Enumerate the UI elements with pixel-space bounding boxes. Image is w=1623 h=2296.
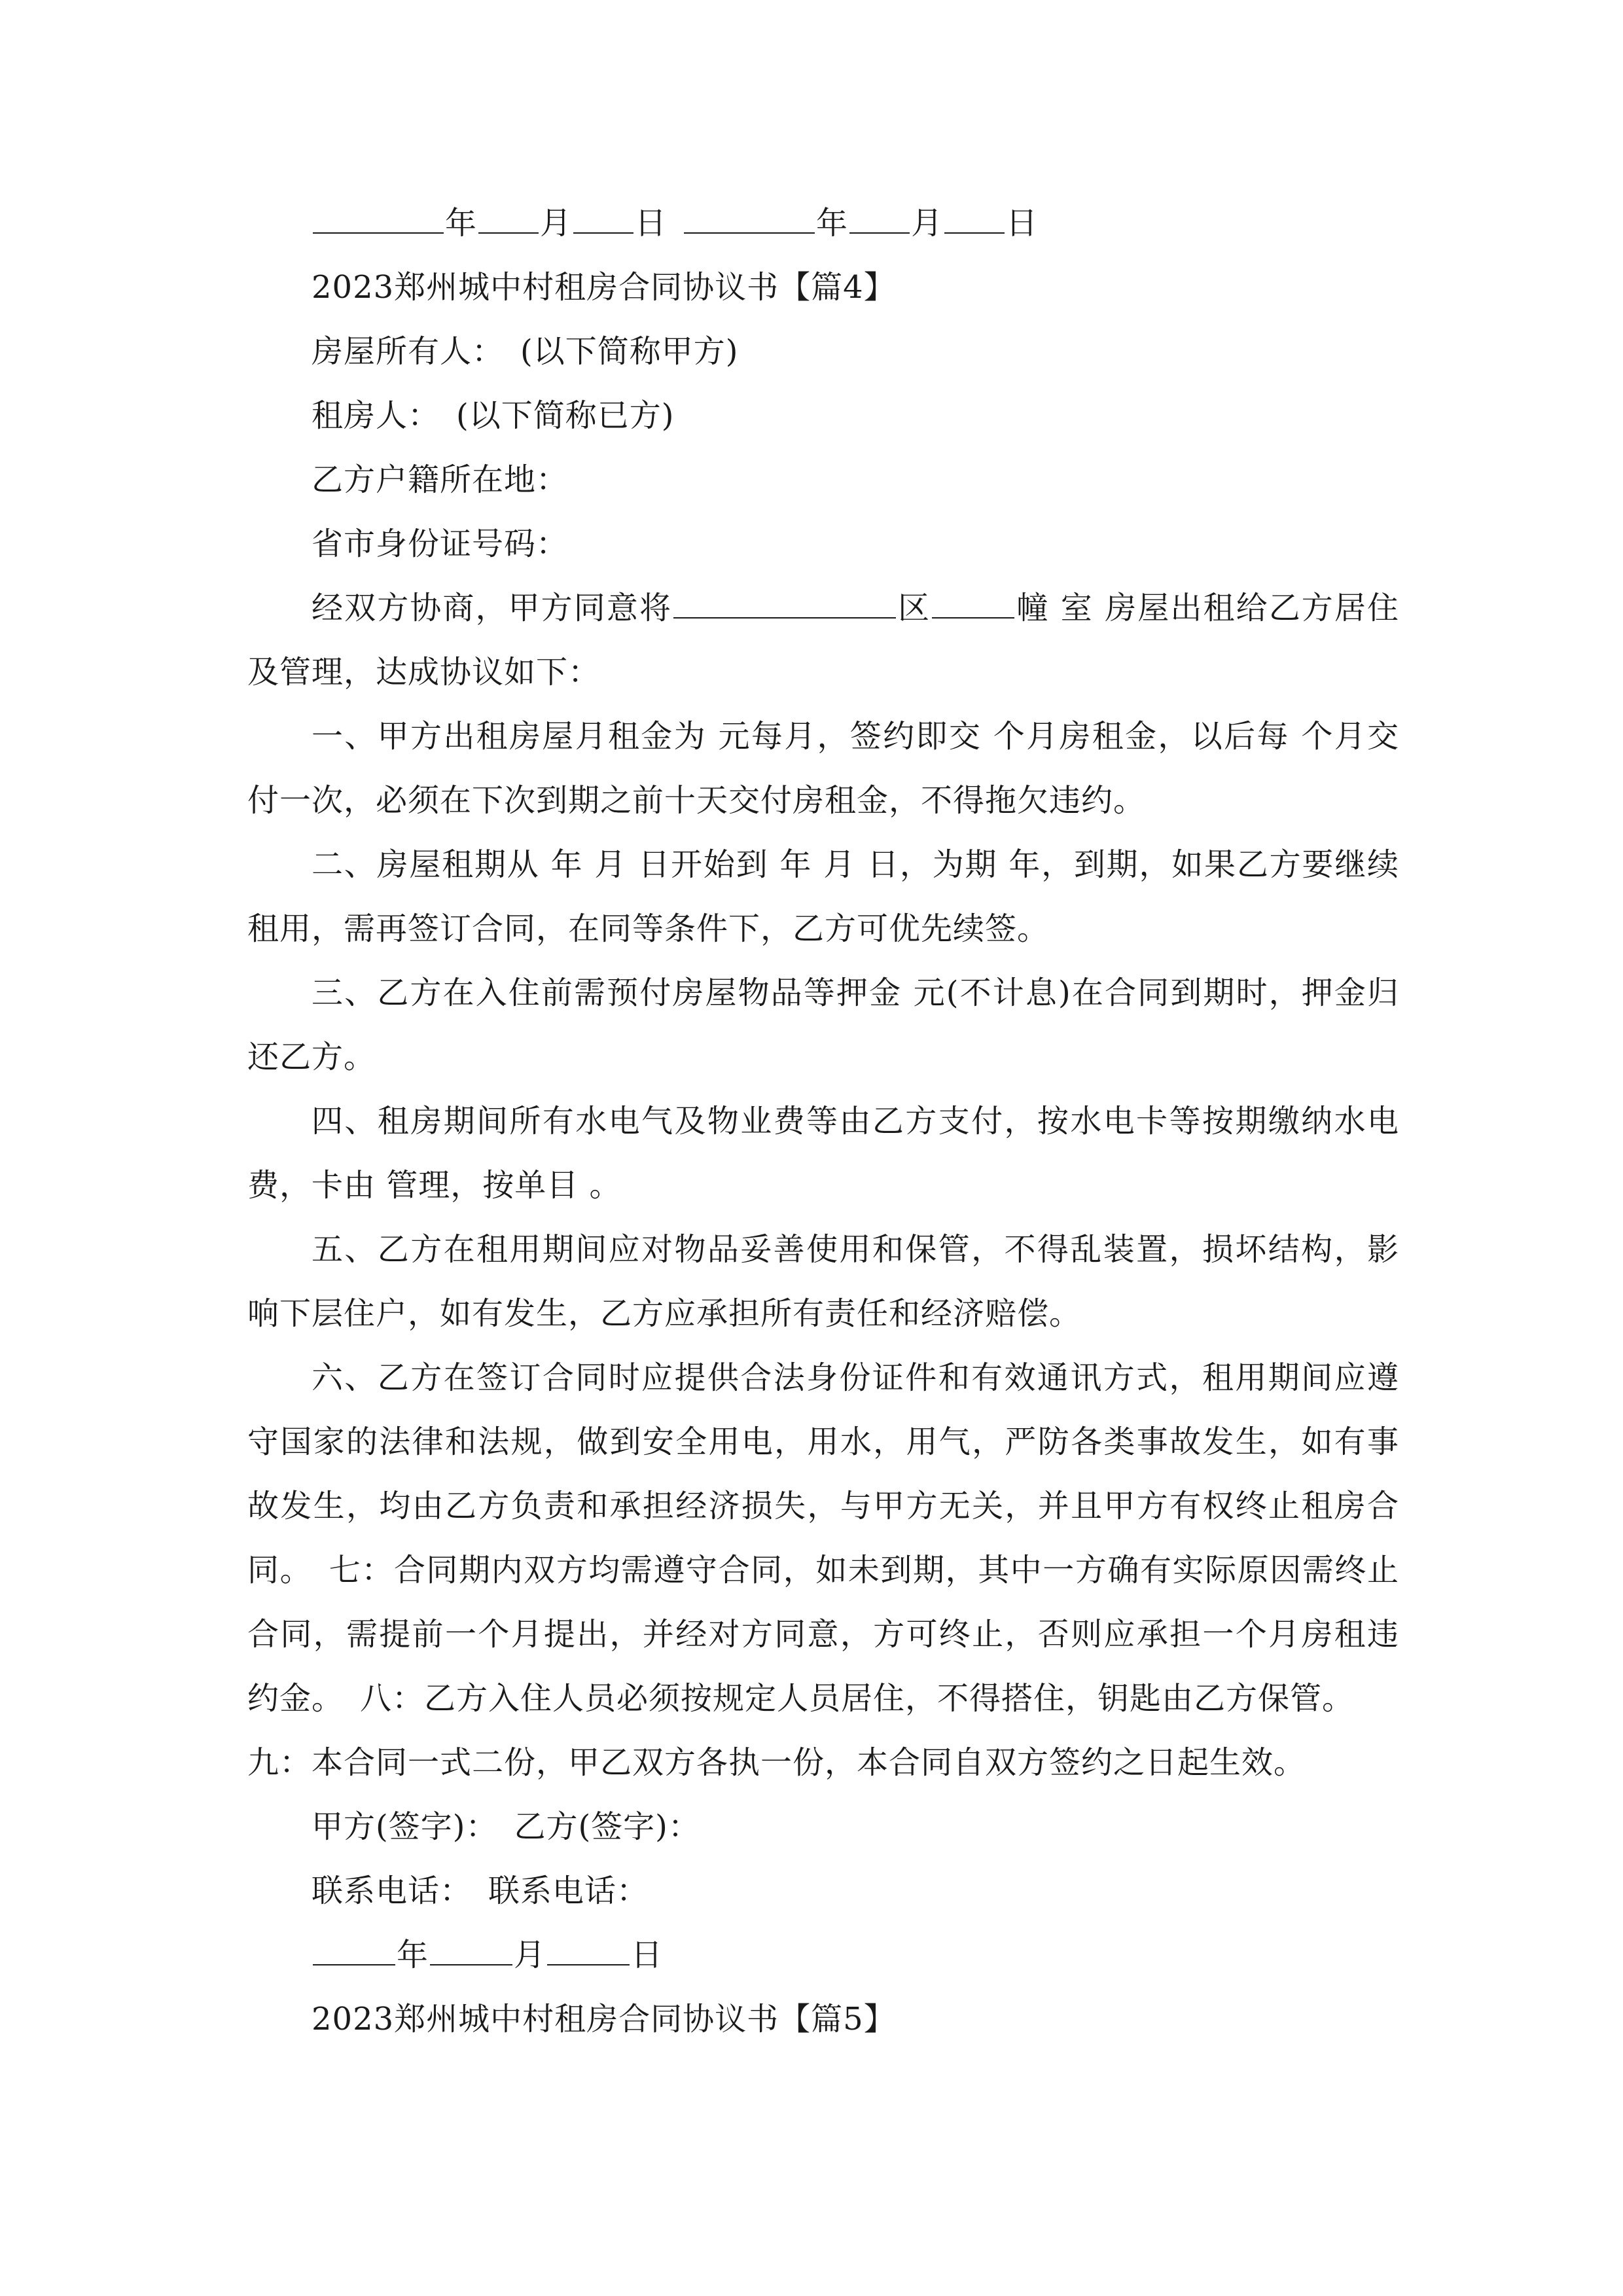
blank-day-2 [944,200,1005,234]
date-month-label: 月 [540,205,573,242]
blank-month-2 [849,200,910,234]
blank-year-bottom [313,1931,395,1965]
section-heading-4: 2023郑州城中村租房合同协议书【篇4】 [312,269,896,306]
blank-year-2 [684,200,815,234]
clause-2: 二、房屋租期从 年 月 日开始到 年 月 日，为期 年，到期，如果乙方要继续租用，需再签订合同，在同等条件下，乙方可优先续签。 [247,846,1399,947]
date-row-top [247,191,1399,255]
clause-1: 一、甲方出租房屋月租金为 元每月，签约即交 个月房租金，以后每 个月交付一次，必须在下次到期之前十天交付房租金，不得拖欠违约。 [247,718,1399,819]
clause-5: 五、乙方在租用期间应对物品妥善使用和保管，不得乱装置，损坏结构，影响下层住户，如有发生，乙方应承担所有责任和经济赔偿。 [247,1231,1399,1332]
tenant-line: 租房人： (以下简称已方) [312,397,675,434]
id-number-line: 省市身份证号码： [312,526,569,562]
clause-4: 四、租房期间所有水电气及物业费等由乙方支付，按水电卡等按期缴纳水电费，卡由 管理，按单目 。 [247,1103,1399,1204]
date-year-label-2: 年 [816,205,849,242]
date-month-label-bottom: 月 [514,1937,546,1973]
phone-line: 联系电话： 联系电话： [312,1873,649,1909]
blank-month-bottom [430,1931,512,1965]
clause-6-8: 六、乙方在签订合同时应提供合法身份证件和有效通讯方式，租用期间应遵守国家的法律和法规，做到安全用电，用水，用气，严防各类事故发生，如有事故发生，均由乙方负责和承担经济损失，与甲方无关，并且甲方有权终止租房合同。 七：合同期内双方均需遵守合同，如未到期，其中一方确有实际原因需终止合同，需提前一个月提出，并经对方同意，方可终止，否则应承担一个月房租违约金。 八：乙方入住人员必须按规定人员居住，不得搭住，钥匙由乙方保管。 [247,1359,1399,1717]
date-year-label: 年 [445,205,478,242]
blank-year [313,200,444,234]
intro-part-2: 幢 室 房屋出租给乙方居住及管理，达成协议如下： [247,590,1399,691]
date-year-label-bottom: 年 [397,1937,429,1973]
date-row-bottom [247,1923,1399,1987]
signature-line: 甲方(签字)： 乙方(签字)： [312,1808,700,1845]
blank-month [478,200,539,234]
date-day-label: 日 [635,205,668,242]
section-heading-5: 2023郑州城中村租房合同协议书【篇5】 [312,2001,896,2037]
intro-paragraph [247,576,1399,704]
date-day-label-bottom: 日 [631,1937,664,1973]
intro-part-1: 经双方协商，甲方同意将 [312,590,673,626]
document-body [247,191,1399,2051]
blank-day [573,200,633,234]
owner-line: 房屋所有人： (以下简称甲方) [312,333,739,370]
date-month-label-2: 月 [911,205,944,242]
clause-3: 三、乙方在入住前需预付房屋物品等押金 元(不计息)在合同到期时，押金归还乙方。 [247,975,1399,1075]
household-line: 乙方户籍所在地： [312,461,569,498]
date-day-label-2: 日 [1006,205,1039,242]
blank-day-bottom [547,1931,630,1965]
clause-9: 九：本合同一式二份，甲乙双方各执一份，本合同自双方签约之日起生效。 [247,1744,1306,1781]
blank-address [673,584,896,619]
blank-district [932,584,1014,619]
intro-district-label: 区 [897,590,931,626]
